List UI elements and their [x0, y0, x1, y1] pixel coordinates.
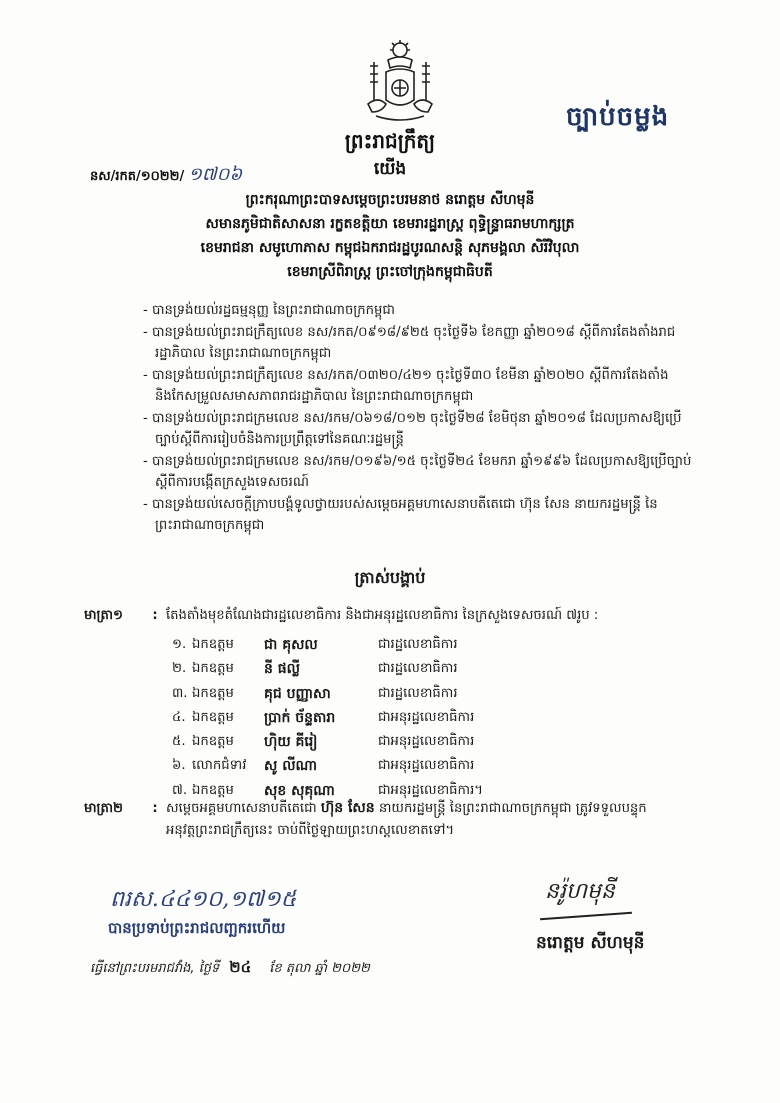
king-title-line: ខេមរាស្រីពិរាស្ត្រ ព្រះចៅក្រុងកម្ពុជាធិបតី: [287, 264, 493, 280]
official-title: ឯកឧត្តម: [192, 782, 234, 798]
official-position: ជាអនុរដ្ឋលេខាធិការ: [378, 734, 475, 750]
king-titles: [0, 188, 780, 284]
official-position: ជារដ្ឋលេខាធិការ: [378, 661, 458, 677]
official-number: ៧.: [172, 782, 188, 798]
official-name: សុខ សុគុណា: [264, 782, 335, 799]
copy-stamp: ច្បាប់ចម្លង: [566, 102, 670, 132]
king-title-line: សមានភូមិជាតិសាសនា រក្ខតខត្តិយា ខេមរារដ្ឋរាស្ត្រ ពុទ្ធិន្ទ្រាធរាមហាក្សត្រ: [205, 216, 575, 232]
preamble-item: - បានទ្រង់យល់ព្រះរាជក្រឹត្យលេខ នស/រកត/០៣២០/៤២១ ចុះថ្ងៃទី៣០ ខែមីនា ឆ្នាំ២០២០ ស្តីពីការតែងតាំងនិងកែសម្រួលសមាសភាពរាជរដ្ឋាភិបាល នៃព្រះរាជាណាចក្រកម្ពុជា: [143, 367, 669, 404]
official-position: ជារដ្ឋលេខាធិការ: [378, 685, 458, 701]
preamble-item: - បានទ្រង់យល់រដ្ឋធម្មនុញ្ញ នៃព្រះរាជាណាចក្រកម្ពុជា: [143, 303, 395, 318]
document-subtitle-we: យើង: [373, 159, 407, 179]
official-name: នី ផល្លី: [264, 661, 300, 678]
preamble-item: - បានទ្រង់យល់ព្រះរាជក្រមលេខ នស/រកម/០៦១៨/០១២ ចុះថ្ងៃទី២៨ ខែមិថុនា ឆ្នាំ២០១៨ ដែលប្រកាសឱ្យប្រើច្បាប់ស្តីពីការរៀបចំនិងការប្រព្រឹត្តទៅនៃគណៈរដ្ឋមន្ត្រី: [143, 410, 682, 447]
royal-seal-note: បានប្រទាប់ព្រះរាជលញ្ឆករហើយ: [108, 919, 286, 937]
king-signature: នរ៉ូហមុនី: [545, 879, 615, 904]
article-1-text: តែងតាំងមុខតំណែងជារដ្ឋលេខាធិការ និងជាអនុរដ្ឋលេខាធិការ នៃក្រសួងទេសចរណ៍ ៧រូប :: [166, 608, 599, 623]
article-2-text-after: នាយករដ្ឋមន្ត្រី នៃព្រះរាជាណាចក្រកម្ពុជា ត្រូវទទួលបន្ទុក: [378, 801, 647, 816]
official-name: គុជ បញ្ញាសា: [264, 685, 331, 702]
reference-number: [90, 162, 242, 189]
officials-list: [172, 633, 558, 803]
official-number: ៣.: [172, 685, 188, 701]
reference-handwritten: ១៧០៦: [188, 164, 243, 185]
official-row: [172, 633, 558, 657]
decree-heading: ត្រាស់បង្គាប់: [354, 568, 426, 587]
preamble-item: - បានទ្រង់យល់ព្រះរាជក្រឹត្យលេខ នស/រកត/០៩១៨/៩២៥ ចុះថ្ងៃទី៦ ខែកញ្ញា ឆ្នាំ២០១៨ ស្តីពីការតែងតាំងរាជរដ្ឋាភិបាល នៃព្រះរាជាណាចក្រកម្ពុជា: [143, 324, 676, 361]
article-2-colon: :: [152, 801, 158, 816]
preamble-item: - បានទ្រង់យល់សេចក្តីក្រាបបង្គំទូលថ្វាយរបស់សម្តេចអគ្គមហាសេនាបតីតេជោ ហ៊ុន សែន នាយករដ្ឋមន្ត្រី នៃព្រះរាជាណាចក្រកម្ពុជា: [143, 496, 658, 533]
official-number: ២.: [172, 661, 187, 677]
official-number: ៤.: [172, 709, 186, 725]
official-name: សូ លីណា: [264, 758, 318, 775]
reference-printed: នស/រកត/១០២២/: [90, 169, 185, 184]
preamble-item: - បានទ្រង់យល់ព្រះរាជក្រមលេខ នស/រកម/០១៩៦/១៥ ចុះថ្ងៃទី២៤ ខែមករា ឆ្នាំ១៩៩៦ ដែលប្រកាសឱ្យប្រើច្បាប់ស្តីពីការបង្កើតក្រសួងទេសចរណ៍: [143, 453, 692, 490]
handwritten-registry-code: ពរស.៤៤១០,១៧១៥: [110, 887, 297, 912]
official-title: ឯកឧត្តម: [192, 637, 234, 652]
official-position: ជារដ្ឋលេខាធិការ: [378, 637, 458, 652]
king-title-line: ខេមរាជនា សមូហោភាស កម្ពុជឯករាជរដ្ឋបូរណសន្តិ សុភមង្គលា សិរីវិបុលា: [200, 240, 580, 256]
official-name: ហ៊ិយ គីរៀ: [264, 734, 318, 751]
place-and-date: [90, 958, 370, 980]
official-number: ៥.: [172, 734, 186, 750]
official-name: ជា គុសល: [264, 637, 318, 653]
article-2: [84, 797, 734, 842]
date-month-year: ខែ តុលា ឆ្នាំ ២០២២: [269, 961, 370, 976]
signature-underline: [540, 912, 632, 920]
royal-emblem-icon: [358, 38, 442, 126]
article-1-colon: :: [152, 608, 158, 623]
article-2-label: មាត្រា២: [84, 801, 124, 816]
official-name: ប្រាក់ ច័ន្ទតារា: [264, 709, 336, 726]
official-row: [172, 657, 558, 681]
signer-name: នរោត្តម សីហមុនី: [536, 933, 645, 953]
article-2-text-before: សម្តេចអគ្គមហាសេនាបតីតេជោ: [166, 801, 317, 816]
official-position: ជាអនុរដ្ឋលេខាធិការ។: [378, 782, 483, 798]
official-number: ១.: [172, 637, 187, 652]
official-row: [172, 706, 558, 730]
article-2-continuation: អនុវត្តព្រះរាជក្រឹត្យនេះ ចាប់ពីថ្ងៃឡាយព្រះហស្តលេខាតទៅ។: [166, 823, 455, 838]
preamble-list: [143, 300, 703, 537]
official-number: ៦.: [172, 758, 186, 774]
official-title: ឯកឧត្តម: [192, 661, 234, 677]
official-title: ឯកឧត្តម: [192, 685, 234, 701]
prime-minister-name: ហ៊ុន សែន: [320, 800, 375, 816]
official-position: ជាអនុរដ្ឋលេខាធិការ: [378, 709, 475, 725]
official-position: ជាអនុរដ្ឋលេខាធិការ: [378, 758, 475, 774]
official-title: ឯកឧត្តម: [192, 734, 234, 750]
date-day: ២៤: [229, 958, 252, 976]
article-1-label: មាត្រា១: [84, 608, 124, 623]
article-1: [84, 605, 724, 627]
official-title: ឯកឧត្តម: [192, 709, 234, 725]
official-title: លោកជំទាវ: [192, 758, 247, 774]
official-row: [172, 730, 558, 754]
official-row: [172, 754, 558, 778]
document-title: ព្រះរាជក្រឹត្យ: [344, 129, 436, 153]
king-title-line: ព្រះករុណាព្រះបាទសម្តេចព្រះបរមនាថ នរោត្តម សីហមុនី: [245, 192, 535, 208]
official-row: [172, 682, 558, 706]
place-prefix: ធ្វើនៅព្រះបរមរាជវាំង, ថ្ងៃទី: [90, 961, 220, 976]
